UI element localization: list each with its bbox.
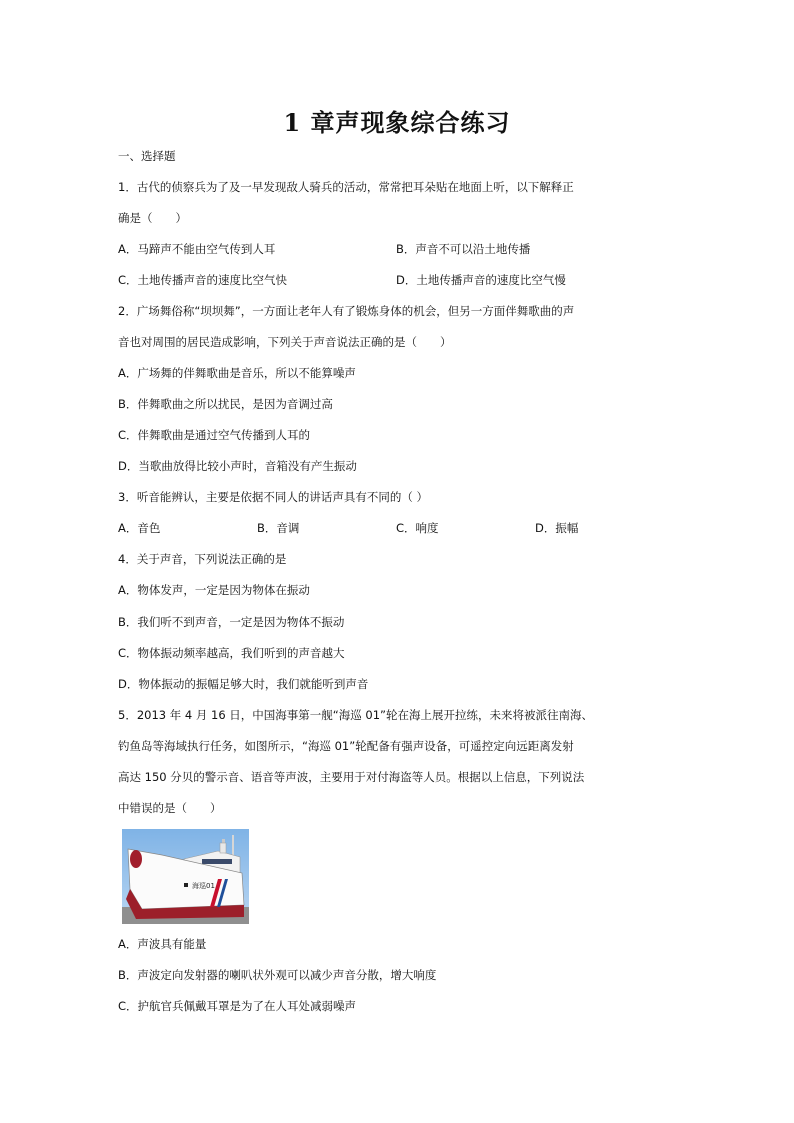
q5-option-c: C．护航官兵佩戴耳罩是为了在人耳处减弱噪声 xyxy=(118,999,357,1013)
q1-stem-line2: 确是（ ） xyxy=(118,211,187,225)
q2-stem-line1: 2．广场舞俗称“坝坝舞”，一方面让老年人有了锻炼身体的机会，但另一方面伴舞歌曲的声 xyxy=(118,304,575,318)
q4-stem: 4．关于声音，下列说法正确的是 xyxy=(118,552,287,566)
q5-stem-line4: 中错误的是（ ） xyxy=(118,801,222,815)
page-title: 1 章声现象综合练习 xyxy=(283,108,511,137)
q3-option-d: D．振幅 xyxy=(535,521,579,535)
q5-stem-line1: 5．2013 年 4 月 16 日，中国海事第一舰“海巡 01”轮在海上展开拉练，未来将被派往南海、 xyxy=(118,708,594,722)
q1-option-a: A．马蹄声不能由空气传到人耳 xyxy=(118,242,276,256)
ship-photo xyxy=(122,829,249,924)
q5-option-b: B．声波定向发射器的喇叭状外观可以减少声音分散，增大响度 xyxy=(118,968,437,982)
q3-option-b: B．音调 xyxy=(257,521,300,535)
hull-text: 海巡01 xyxy=(192,882,215,890)
q1-stem-line1: 1．古代的侦察兵为了及一早发现敌人骑兵的活动，常常把耳朵贴在地面上听，以下解释正 xyxy=(118,180,574,194)
q2-option-d: D．当歌曲放得比较小声时，音箱没有产生振动 xyxy=(118,459,357,473)
q4-option-d: D．物体振动的振幅足够大时，我们就能听到声音 xyxy=(118,677,369,691)
q1-option-d: D．土地传播声音的速度比空气慢 xyxy=(396,273,566,287)
q1-option-c: C．土地传播声音的速度比空气快 xyxy=(118,273,288,287)
q4-option-a: A．物体发声，一定是因为物体在振动 xyxy=(118,583,310,597)
q1-option-b: B．声音不可以沿土地传播 xyxy=(396,242,531,256)
section-heading: 一、选择题 xyxy=(118,149,176,163)
q3-stem: 3．听音能辨认，主要是依据不同人的讲话声具有不同的（ ） xyxy=(118,490,428,504)
q5-stem-line2: 钓鱼岛等海域执行任务，如图所示，“海巡 01”轮配备有强声设备，可遥控定向远距离发射 xyxy=(118,739,574,753)
q3-option-a: A．音色 xyxy=(118,521,161,535)
q2-option-a: A．广场舞的伴舞歌曲是音乐，所以不能算噪声 xyxy=(118,366,356,380)
q2-option-b: B．伴舞歌曲之所以扰民，是因为音调过高 xyxy=(118,397,333,411)
q4-option-c: C．物体振动频率越高，我们听到的声音越大 xyxy=(118,646,345,660)
q2-stem-line2: 音也对周围的居民造成影响，下列关于声音说法正确的是（ ） xyxy=(118,335,452,349)
q4-option-b: B．我们听不到声音，一定是因为物体不振动 xyxy=(118,615,345,629)
q3-option-c: C．响度 xyxy=(396,521,439,535)
q2-option-c: C．伴舞歌曲是通过空气传播到人耳的 xyxy=(118,428,311,442)
q5-stem-line3: 高达 150 分贝的警示音、语音等声波，主要用于对付海盗等人员。根据以上信息，下列说法 xyxy=(118,770,585,784)
q5-option-a: A．声波具有能量 xyxy=(118,937,207,951)
